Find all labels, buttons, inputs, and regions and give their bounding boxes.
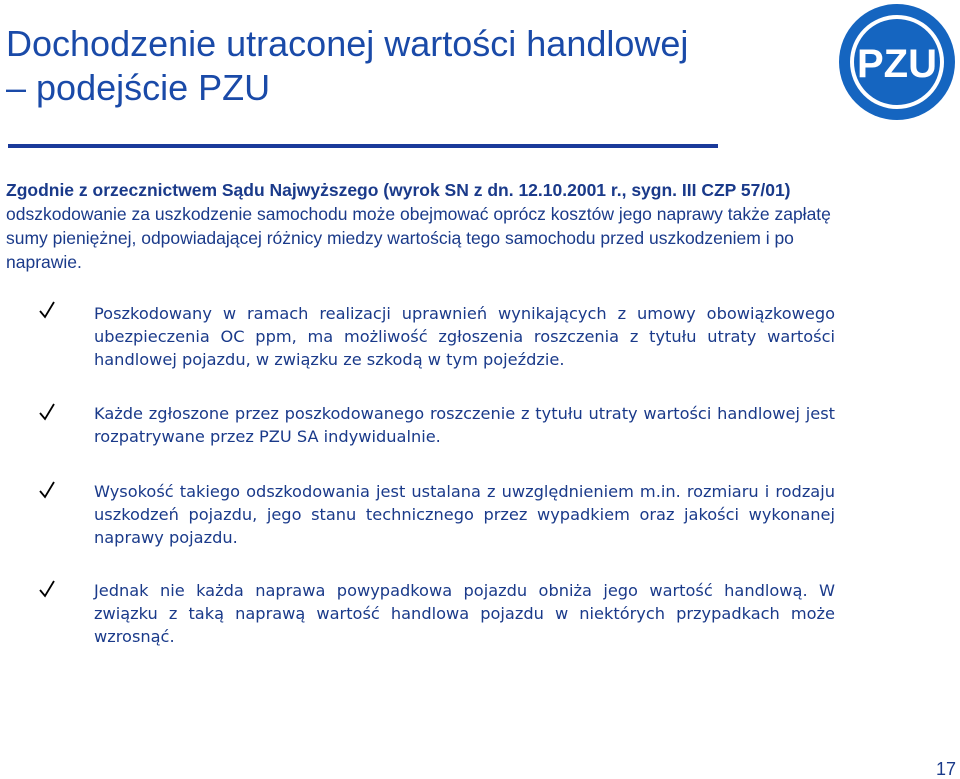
slide-title	[6, 22, 806, 110]
slide-title-line-1: Dochodzenie utraconej wartości handlowej	[6, 23, 689, 64]
checkmark-icon	[38, 579, 56, 599]
page-number: 17	[936, 759, 957, 779]
checkmark-icon	[38, 300, 56, 320]
intro-paragraph	[6, 178, 836, 274]
bullet-text: Jednak nie każda naprawa powypadkowa pojazdu obniża jego wartość handlową. W związku z taką naprawą wartość handlowa pojazdu w niektórych przypadkach może wzrosnąć.	[94, 581, 835, 646]
title-divider	[8, 144, 718, 148]
intro-ruling-reference: Zgodnie z orzecznictwem Sądu Najwyższego (wyrok SN z dn. 12.10.2001 r., sygn. III CZP 57/01)	[6, 180, 791, 200]
bullet-text: Wysokość takiego odszkodowania jest ustalana z uwzględnieniem m.in. rozmiaru i rodzaju uszkodzeń pojazdu, jego stanu technicznego przez wypadkiem oraz jakości wykonanej naprawy pojazdu.	[94, 482, 835, 547]
checkmark-icon	[38, 402, 56, 422]
checkmark-icon	[38, 480, 56, 500]
slide-title-line-2: – podejście PZU	[6, 67, 271, 108]
bullet-text: Każde zgłoszone przez poszkodowanego roszczenie z tytułu utraty wartości handlowej jest rozpatrywane przez PZU SA indywidualnie.	[94, 404, 835, 446]
bullet-text: Poszkodowany w ramach realizacji uprawnień wynikających z umowy obowiązkowego ubezpieczenia OC ppm, ma możliwość zgłoszenia roszczenia z tytułu utraty wartości handlowej pojazdu, w związku ze szkodą w tym pojeździe.	[94, 304, 835, 369]
pzu-logo	[838, 3, 956, 121]
pzu-logo-text: PZU	[857, 42, 937, 86]
intro-body: odszkodowanie za uszkodzenie samochodu może obejmować oprócz kosztów jego naprawy także zapłatę sumy pieniężnej, odpowiadającej różnicy miedzy wartością tego samochodu przed uszkodzeniem i po naprawie.	[6, 204, 831, 272]
